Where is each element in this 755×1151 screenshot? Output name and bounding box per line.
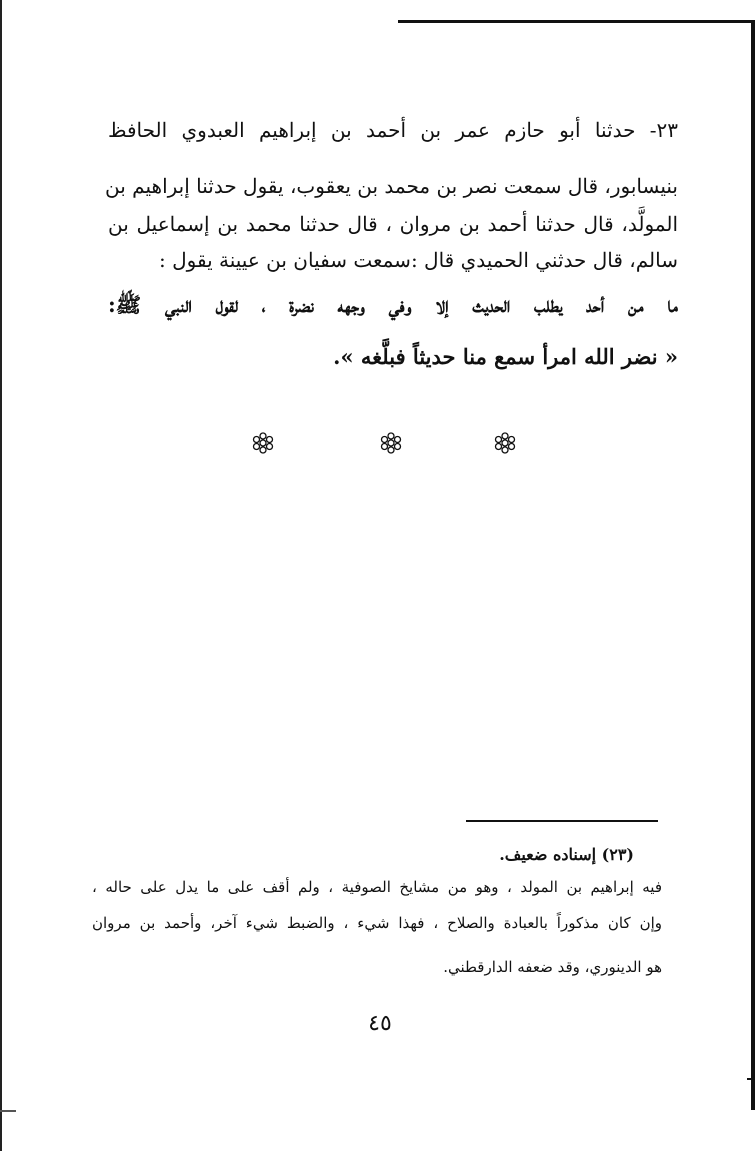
bold-quote-line: ما من أحد يطلب الحديث إلا وفي وجهه نضرة ، لقول النبي ﷺ: bbox=[108, 292, 678, 317]
flower-ornament-icon bbox=[250, 430, 276, 456]
text-line: سالم، قال حدثني الحميدي قال :سمعت سفيان بن عيينة يقول : bbox=[159, 248, 678, 272]
text-line: ٢٣- حدثنا أبو حازم عمر بن أحمد بن إبراهيم العبدوي الحافظ bbox=[108, 118, 678, 142]
footnote-separator bbox=[466, 820, 658, 822]
footnote-line: فيه إبراهيم بن المولد ، وهو من مشايخ الصوفية ، ولم أقف على ما يدل على حاله ، bbox=[92, 878, 662, 896]
footnote-line: هو الدينوري، وقد ضعفه الدارقطني. bbox=[443, 958, 662, 976]
top-rule bbox=[398, 20, 755, 23]
text-line: المولَّد، قال حدثنا أحمد بن مروان ، قال حدثنا محمد بن إسماعيل بن bbox=[108, 212, 678, 236]
footnote-heading: (٢٣) إسناده ضعيف. bbox=[499, 845, 634, 864]
scan-left-edge bbox=[0, 0, 2, 1151]
text-line: بنيسابور، قال سمعت نصر بن محمد بن يعقوب، يقول حدثنا إبراهيم بن bbox=[105, 174, 678, 198]
flower-ornament-icon bbox=[492, 430, 518, 456]
bold-quote-line: « نضر الله امرأ سمع منا حديثاً فبلَّغه ». bbox=[333, 344, 678, 369]
section-divider bbox=[250, 430, 530, 460]
scan-mark bbox=[747, 1078, 751, 1080]
scan-mark bbox=[0, 1110, 16, 1112]
scan-right-edge bbox=[751, 20, 755, 1110]
page-number: ٤٥ bbox=[368, 1011, 392, 1036]
footnote-line: وإن كان مذكوراً بالعبادة والصلاح ، فهذا شيء ، والضبط شيء آخر، وأحمد بن مروان bbox=[92, 914, 662, 932]
flower-ornament-icon bbox=[378, 430, 404, 456]
